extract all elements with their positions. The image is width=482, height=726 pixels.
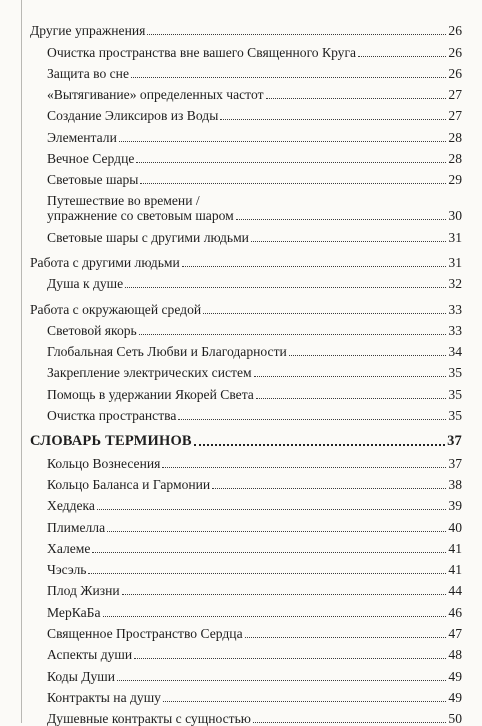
toc-page-number: 31 <box>448 229 462 245</box>
toc-entry <box>30 380 462 401</box>
toc-entry-title: Коды Души <box>47 668 116 684</box>
toc-page-number: 28 <box>448 129 462 145</box>
toc-entry <box>30 123 462 144</box>
toc-entry-title: Чэсэль <box>47 562 87 578</box>
toc-entry <box>30 166 462 187</box>
toc-entry-title: Очистка пространства <box>47 408 177 424</box>
toc-entry <box>30 620 462 641</box>
dot-leader <box>251 241 446 242</box>
toc-entry-title: Душа к душе <box>47 276 124 292</box>
toc-entry-title: Очистка пространства вне вашего Священного Круга <box>47 44 357 60</box>
toc-entry-title: Световые шары <box>47 172 139 188</box>
toc-page-number: 26 <box>448 23 462 39</box>
toc-entry-title: Душевные контракты с сущностью <box>47 711 251 726</box>
toc-entry <box>30 270 462 291</box>
dot-leader <box>117 680 446 681</box>
dot-leader <box>289 355 447 356</box>
toc-page-number: 27 <box>448 87 462 103</box>
toc-entry-title: Работа с другими людьми <box>30 254 180 270</box>
toc-page-number: 46 <box>448 604 462 620</box>
toc-page-number: 27 <box>448 108 462 124</box>
dot-leader <box>266 98 447 99</box>
toc-page-number: 31 <box>448 254 462 270</box>
toc-entry-title: Создание Эликсиров из Воды <box>47 108 219 124</box>
toc-entry-title: МерКаБа <box>47 604 101 620</box>
toc-entry-title: Хеддека <box>47 498 95 514</box>
toc-entry <box>30 338 462 359</box>
dot-leader <box>162 467 446 468</box>
toc-entry-title-line2: упражнение со световым шаром <box>47 208 234 224</box>
dot-leader <box>203 313 446 314</box>
toc-entry <box>30 598 462 619</box>
dot-leader <box>97 509 446 510</box>
dot-leader <box>125 287 446 288</box>
toc-section-heading <box>30 428 462 449</box>
toc-entry <box>30 223 462 244</box>
toc-entry-title: Помощь в удержании Якорей Света <box>47 386 254 402</box>
toc-entry <box>30 317 462 338</box>
toc-page-number: 49 <box>448 668 462 684</box>
toc-page-number: 35 <box>448 365 462 381</box>
toc-entry-title: Световые шары с другими людьми <box>47 229 249 245</box>
toc-entry <box>30 577 462 598</box>
toc-entry <box>30 359 462 380</box>
toc-entry <box>30 492 462 513</box>
toc-page-number: 26 <box>448 65 462 81</box>
dot-leader <box>136 162 446 163</box>
toc-entry-title: Вечное Сердце <box>47 151 135 167</box>
toc-entry <box>30 38 462 59</box>
toc-page-number: 34 <box>448 344 462 360</box>
toc-entry-title: Глобальная Сеть Любви и Благодарности <box>47 344 287 360</box>
toc-page-number: 41 <box>448 540 462 556</box>
toc-page-number: 50 <box>448 711 462 726</box>
toc-entry-title: Плимелла <box>47 519 106 535</box>
toc-page-number: 40 <box>448 519 462 535</box>
toc-chapter <box>30 295 462 316</box>
toc-page-number: 41 <box>448 562 462 578</box>
toc-entry <box>30 684 462 705</box>
toc-entry-title: Аспекты души <box>47 647 133 663</box>
toc-chapter <box>30 17 462 38</box>
toc-page-number: 48 <box>448 647 462 663</box>
dot-leader <box>256 398 447 399</box>
toc-entry <box>30 187 462 223</box>
dot-leader <box>358 56 446 57</box>
toc-entry-title: Кольцо Баланса и Гармонии <box>47 476 211 492</box>
toc-entry-title: Закрепление электрических систем <box>47 365 252 381</box>
dot-leader <box>245 637 447 638</box>
dot-leader <box>212 488 446 489</box>
toc-entry-title: «Вытягивание» определенных частот <box>47 87 264 103</box>
toc-page-number: 49 <box>448 689 462 705</box>
toc-entry-title: Защита во сне <box>47 65 129 81</box>
toc-page-number: 29 <box>448 172 462 188</box>
dot-leader <box>88 573 446 574</box>
toc-entry-title: Световой якорь <box>47 322 137 338</box>
toc-entry <box>30 641 462 662</box>
toc-entry-title: Контракты на душу <box>47 689 161 705</box>
dot-leader <box>131 77 446 78</box>
toc-entry <box>30 535 462 556</box>
toc-entry-title: Кольцо Вознесения <box>47 455 161 471</box>
dot-leader <box>119 141 447 142</box>
dot-leader <box>254 376 447 377</box>
toc-page-number: 37 <box>447 433 462 450</box>
dot-leader <box>178 419 446 420</box>
dot-leader <box>194 444 445 446</box>
toc-entry-title: Другие упражнения <box>30 23 146 39</box>
toc-page-number: 39 <box>448 498 462 514</box>
toc-page-number: 37 <box>448 455 462 471</box>
dot-leader <box>103 616 447 617</box>
toc-entry <box>30 513 462 534</box>
toc-entry-title: Священное Пространство Сердца <box>47 626 243 642</box>
toc-page-number: 33 <box>448 322 462 338</box>
toc-entry-title: Халеме <box>47 540 91 556</box>
toc-entry-title: Элементали <box>47 129 117 145</box>
dot-leader <box>139 334 447 335</box>
dot-leader <box>92 552 446 553</box>
dot-leader <box>182 266 447 267</box>
toc-entry-title <box>47 193 234 223</box>
dot-leader <box>134 658 446 659</box>
toc-entry-title: Работа с окружающей средой <box>30 301 202 317</box>
toc-page-number: 35 <box>448 386 462 402</box>
toc-page-number: 30 <box>448 208 462 224</box>
toc-page-number: 44 <box>448 583 462 599</box>
toc-entry <box>30 145 462 166</box>
dot-leader <box>236 219 447 220</box>
toc-page-number: 26 <box>448 44 462 60</box>
dot-leader <box>122 594 447 595</box>
dot-leader <box>220 119 446 120</box>
toc-page-number: 47 <box>448 626 462 642</box>
toc-entry <box>30 449 462 470</box>
toc-page-number: 38 <box>448 476 462 492</box>
toc-entry <box>30 471 462 492</box>
toc-entry-title: Плод Жизни <box>47 583 120 599</box>
dot-leader <box>163 701 446 702</box>
toc-entry <box>30 81 462 102</box>
toc-entry <box>30 662 462 683</box>
dot-leader <box>107 531 446 532</box>
toc-page-number: 35 <box>448 408 462 424</box>
toc-entry <box>30 102 462 123</box>
toc-entry <box>30 556 462 577</box>
margin-rule <box>21 0 22 723</box>
toc-page-number: 32 <box>448 276 462 292</box>
dot-leader <box>140 183 446 184</box>
toc-entry-title-line1: Путешествие во времени / <box>47 193 200 209</box>
toc-entry <box>30 60 462 81</box>
dot-leader <box>147 34 446 35</box>
toc-page-number: 33 <box>448 301 462 317</box>
toc-chapter <box>30 249 462 270</box>
toc-entry-title: СЛОВАРЬ ТЕРМИНОВ <box>30 433 192 450</box>
toc-page-number: 28 <box>448 151 462 167</box>
toc-entry <box>30 402 462 423</box>
table-of-contents <box>30 17 462 726</box>
